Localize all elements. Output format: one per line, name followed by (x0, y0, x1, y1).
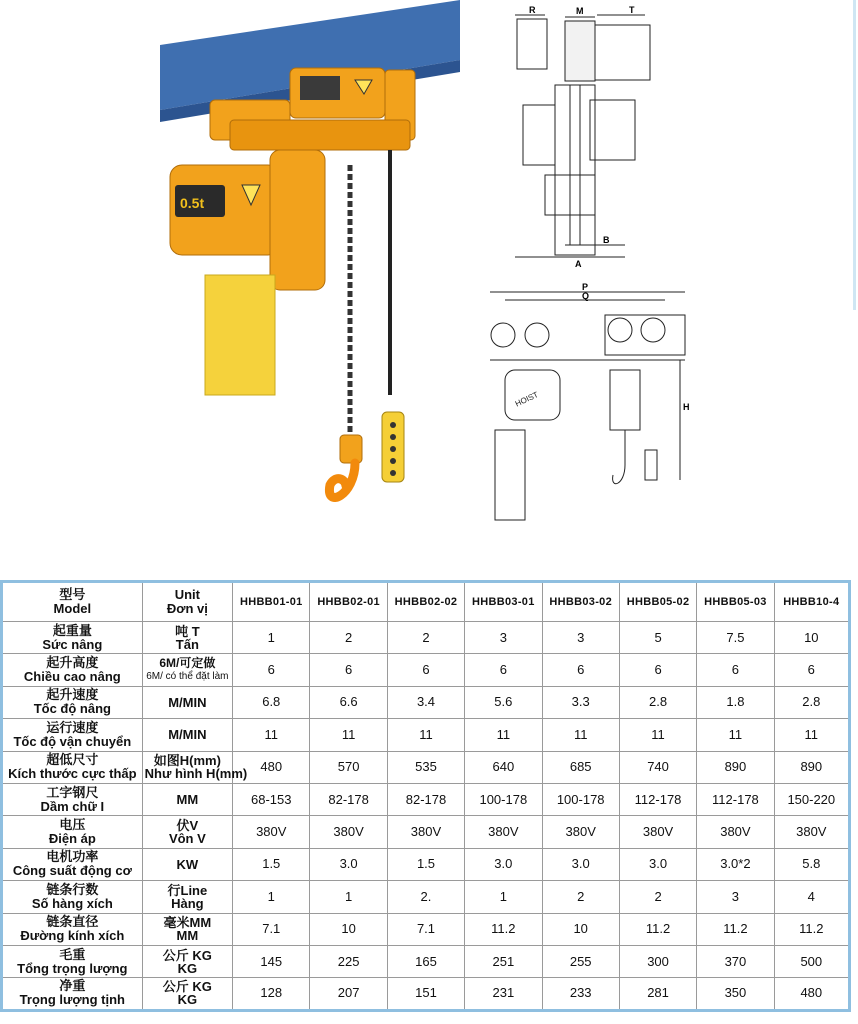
unit-label-vi: KG (177, 960, 198, 976)
value-cell: 11.2 (465, 913, 542, 945)
value-cell: 207 (310, 978, 387, 1010)
value-cell: 11 (697, 719, 774, 751)
param-label-zh: 工字钢尺 (46, 784, 99, 800)
value-cell: 11 (774, 719, 849, 751)
dim-label-q: Q (582, 291, 590, 301)
value-cell: 3.0 (619, 848, 696, 880)
unit-label-primary: MM (176, 792, 199, 808)
value-cell: 2.8 (774, 686, 849, 718)
param-label-zh: 超低尺寸 (46, 752, 99, 768)
value-cell: 6 (310, 654, 387, 686)
value-cell: 3 (542, 622, 619, 654)
value-cell: 3.0 (310, 848, 387, 880)
value-cell: 740 (619, 751, 696, 783)
table-row (2, 816, 850, 848)
unit-cell (142, 978, 232, 1010)
value-cell: 1 (233, 881, 310, 913)
unit-label-primary: 吨 T (175, 623, 200, 639)
param-cell (2, 686, 143, 718)
table-row (2, 881, 850, 913)
value-cell: 10 (542, 913, 619, 945)
dim-label-m: M (576, 6, 584, 16)
param-label-zh: 电压 (59, 817, 86, 833)
param-label-zh: 毛重 (59, 946, 86, 962)
svg-text:HOIST: HOIST (513, 390, 540, 409)
header-model-1: HHBB01-01 (233, 582, 310, 622)
param-cell (2, 848, 143, 880)
unit-label-primary: 6M/可定做 (159, 656, 216, 671)
value-cell: 3.3 (542, 686, 619, 718)
value-cell: 2. (387, 881, 464, 913)
value-cell: 225 (310, 945, 387, 977)
value-cell: 380V (619, 816, 696, 848)
header-model-cell (2, 582, 143, 622)
param-label-vi: Sức nâng (42, 636, 103, 652)
spec-table (0, 580, 851, 1012)
param-cell (2, 913, 143, 945)
value-cell: 82-178 (387, 783, 464, 815)
value-cell: 480 (774, 978, 849, 1010)
unit-label-vi: Như hình H(mm) (144, 766, 248, 782)
unit-label-vi: Vôn V (168, 831, 206, 847)
param-label-vi: Chiều cao nâng (23, 669, 121, 685)
value-cell: 6.8 (233, 686, 310, 718)
param-label-vi: Dầm chữ I (40, 798, 105, 814)
param-cell (2, 945, 143, 977)
unit-cell (142, 686, 232, 718)
value-cell: 112-178 (619, 783, 696, 815)
param-cell (2, 816, 143, 848)
unit-label-vi: MM (176, 928, 199, 944)
value-cell: 500 (774, 945, 849, 977)
value-cell: 82-178 (310, 783, 387, 815)
table-row (2, 945, 850, 977)
value-cell: 231 (465, 978, 542, 1010)
param-label-vi: Số hàng xích (31, 895, 113, 911)
param-label-vi: Kích thước cực thấp (8, 766, 137, 782)
unit-cell (142, 654, 232, 686)
value-cell: 380V (310, 816, 387, 848)
value-cell: 5 (619, 622, 696, 654)
value-cell: 2 (310, 622, 387, 654)
param-label-vi: Đường kính xích (20, 928, 125, 944)
unit-cell (142, 848, 232, 880)
value-cell: 68-153 (233, 783, 310, 815)
value-cell: 11 (310, 719, 387, 751)
table-row (2, 913, 850, 945)
param-label-vi: Tốc độ nâng (33, 701, 111, 717)
table-row (2, 848, 850, 880)
value-cell: 1 (465, 881, 542, 913)
header-model-3: HHBB02-02 (387, 582, 464, 622)
param-label-zh: 起升速度 (46, 687, 99, 703)
unit-label-primary: 公斤 KG (162, 947, 212, 963)
value-cell: 380V (465, 816, 542, 848)
unit-label-primary: KW (176, 856, 199, 872)
unit-label-vi: KG (177, 992, 198, 1008)
param-label-vi: Tốc độ vận chuyển (13, 733, 132, 749)
value-cell: 11.2 (619, 913, 696, 945)
value-cell: 100-178 (542, 783, 619, 815)
value-cell: 2 (619, 881, 696, 913)
unit-cell (142, 783, 232, 815)
dim-label-a: A (575, 259, 582, 269)
value-cell: 685 (542, 751, 619, 783)
value-cell: 3.0 (465, 848, 542, 880)
header-model-7: HHBB05-03 (697, 582, 774, 622)
value-cell: 380V (233, 816, 310, 848)
param-label-zh: 运行速度 (46, 719, 99, 735)
value-cell: 151 (387, 978, 464, 1010)
value-cell: 10 (774, 622, 849, 654)
header-model-4: HHBB03-01 (465, 582, 542, 622)
value-cell: 11 (465, 719, 542, 751)
dim-label-b: B (603, 235, 610, 245)
param-label-zh: 起重量 (52, 622, 92, 638)
param-cell (2, 654, 143, 686)
value-cell: 3.4 (387, 686, 464, 718)
value-cell: 255 (542, 945, 619, 977)
hoist-photo (150, 0, 460, 525)
unit-label-vi: 6M/ có thể đặt làm (146, 671, 229, 683)
value-cell: 480 (233, 751, 310, 783)
unit-cell (142, 913, 232, 945)
dim-label-r: R (529, 5, 536, 15)
table-row (2, 622, 850, 654)
value-cell: 4 (774, 881, 849, 913)
value-cell: 150-220 (774, 783, 849, 815)
header-unit-vi: Đơn vị (166, 601, 208, 616)
header-unit-en: Unit (174, 587, 200, 602)
value-cell: 7.1 (387, 913, 464, 945)
value-cell: 370 (697, 945, 774, 977)
value-cell: 11.2 (697, 913, 774, 945)
value-cell: 11 (387, 719, 464, 751)
param-cell (2, 978, 143, 1010)
spec-table-body (2, 622, 850, 1011)
unit-label-vi: Tấn (175, 636, 199, 652)
header-unit-cell (142, 582, 232, 622)
unit-label-primary: 如图H(mm) (153, 753, 221, 769)
value-cell: 2 (387, 622, 464, 654)
unit-label-primary: M/MIN (168, 727, 207, 743)
param-cell (2, 622, 143, 654)
value-cell: 380V (387, 816, 464, 848)
table-row (2, 719, 850, 751)
param-cell (2, 881, 143, 913)
value-cell: 6 (697, 654, 774, 686)
param-label-vi: Công suất động cơ (12, 863, 132, 879)
value-cell: 535 (387, 751, 464, 783)
value-cell: 1 (233, 622, 310, 654)
value-cell: 6.6 (310, 686, 387, 718)
value-cell: 890 (697, 751, 774, 783)
value-cell: 11 (233, 719, 310, 751)
header-model-vi: Model (53, 601, 92, 616)
table-row (2, 751, 850, 783)
param-label-zh: 起升高度 (46, 655, 99, 671)
chain-bag (205, 275, 275, 395)
value-cell: 165 (387, 945, 464, 977)
value-cell: 350 (697, 978, 774, 1010)
param-cell (2, 719, 143, 751)
value-cell: 251 (465, 945, 542, 977)
value-cell: 1 (310, 881, 387, 913)
value-cell: 1.8 (697, 686, 774, 718)
value-cell: 3 (697, 881, 774, 913)
value-cell: 300 (619, 945, 696, 977)
value-cell: 128 (233, 978, 310, 1010)
dim-label-p: P (582, 282, 589, 292)
hoist-display-text: 0.5t (180, 195, 205, 211)
param-cell (2, 783, 143, 815)
table-row (2, 686, 850, 718)
value-cell: 6 (774, 654, 849, 686)
unit-cell (142, 945, 232, 977)
param-label-zh: 链条行数 (46, 881, 99, 897)
param-label-zh: 净重 (59, 978, 86, 994)
param-label-vi: Trọng lượng tịnh (19, 992, 125, 1008)
value-cell: 570 (310, 751, 387, 783)
table-row (2, 783, 850, 815)
dim-label-h: H (683, 402, 690, 412)
value-cell: 6 (233, 654, 310, 686)
value-cell: 640 (465, 751, 542, 783)
value-cell: 233 (542, 978, 619, 1010)
value-cell: 3 (465, 622, 542, 654)
value-cell: 6 (542, 654, 619, 686)
header-model-8: HHBB10-4 (774, 582, 849, 622)
table-header-row (2, 582, 850, 622)
unit-label-primary: 公斤 KG (162, 979, 212, 995)
table-row (2, 978, 850, 1010)
value-cell: 100-178 (465, 783, 542, 815)
value-cell: 145 (233, 945, 310, 977)
value-cell: 5.8 (774, 848, 849, 880)
header-model-2: HHBB02-01 (310, 582, 387, 622)
unit-cell (142, 751, 248, 783)
unit-cell (142, 816, 232, 848)
unit-label-vi: Hàng (171, 895, 204, 911)
value-cell: 380V (774, 816, 849, 848)
unit-cell (142, 622, 232, 654)
value-cell: 3.0*2 (697, 848, 774, 880)
unit-label-primary: 行Line (167, 882, 208, 898)
unit-label-primary: 毫米MM (163, 915, 212, 931)
edge-line (853, 0, 856, 310)
value-cell: 3.0 (542, 848, 619, 880)
value-cell: 11 (542, 719, 619, 751)
value-cell: 11 (619, 719, 696, 751)
param-cell (2, 751, 143, 783)
value-cell: 10 (310, 913, 387, 945)
value-cell: 6 (619, 654, 696, 686)
value-cell: 281 (619, 978, 696, 1010)
unit-label-primary: M/MIN (168, 694, 207, 710)
technical-drawing-front (505, 5, 655, 270)
header-model-5: HHBB03-02 (542, 582, 619, 622)
table-row (2, 654, 850, 686)
unit-cell (142, 881, 232, 913)
value-cell: 1.5 (387, 848, 464, 880)
value-cell: 380V (697, 816, 774, 848)
value-cell: 890 (774, 751, 849, 783)
value-cell: 7.5 (697, 622, 774, 654)
hook (329, 463, 355, 498)
value-cell: 2 (542, 881, 619, 913)
technical-drawing-side (485, 280, 700, 530)
value-cell: 6 (465, 654, 542, 686)
value-cell: 7.1 (233, 913, 310, 945)
value-cell: 112-178 (697, 783, 774, 815)
value-cell: 380V (542, 816, 619, 848)
value-cell: 1.5 (233, 848, 310, 880)
value-cell: 5.6 (465, 686, 542, 718)
param-label-vi: Điện áp (48, 831, 96, 847)
param-label-zh: 链条直径 (46, 914, 99, 930)
header-model-6: HHBB05-02 (619, 582, 696, 622)
value-cell: 11.2 (774, 913, 849, 945)
value-cell: 6 (387, 654, 464, 686)
value-cell: 2.8 (619, 686, 696, 718)
unit-cell (142, 719, 232, 751)
dim-label-t: T (629, 5, 635, 15)
header-model-zh: 型号 (59, 587, 86, 602)
unit-label-primary: 伏V (176, 818, 199, 834)
param-label-zh: 电机功率 (46, 849, 99, 865)
param-label-vi: Tổng trọng lượng (17, 960, 128, 976)
